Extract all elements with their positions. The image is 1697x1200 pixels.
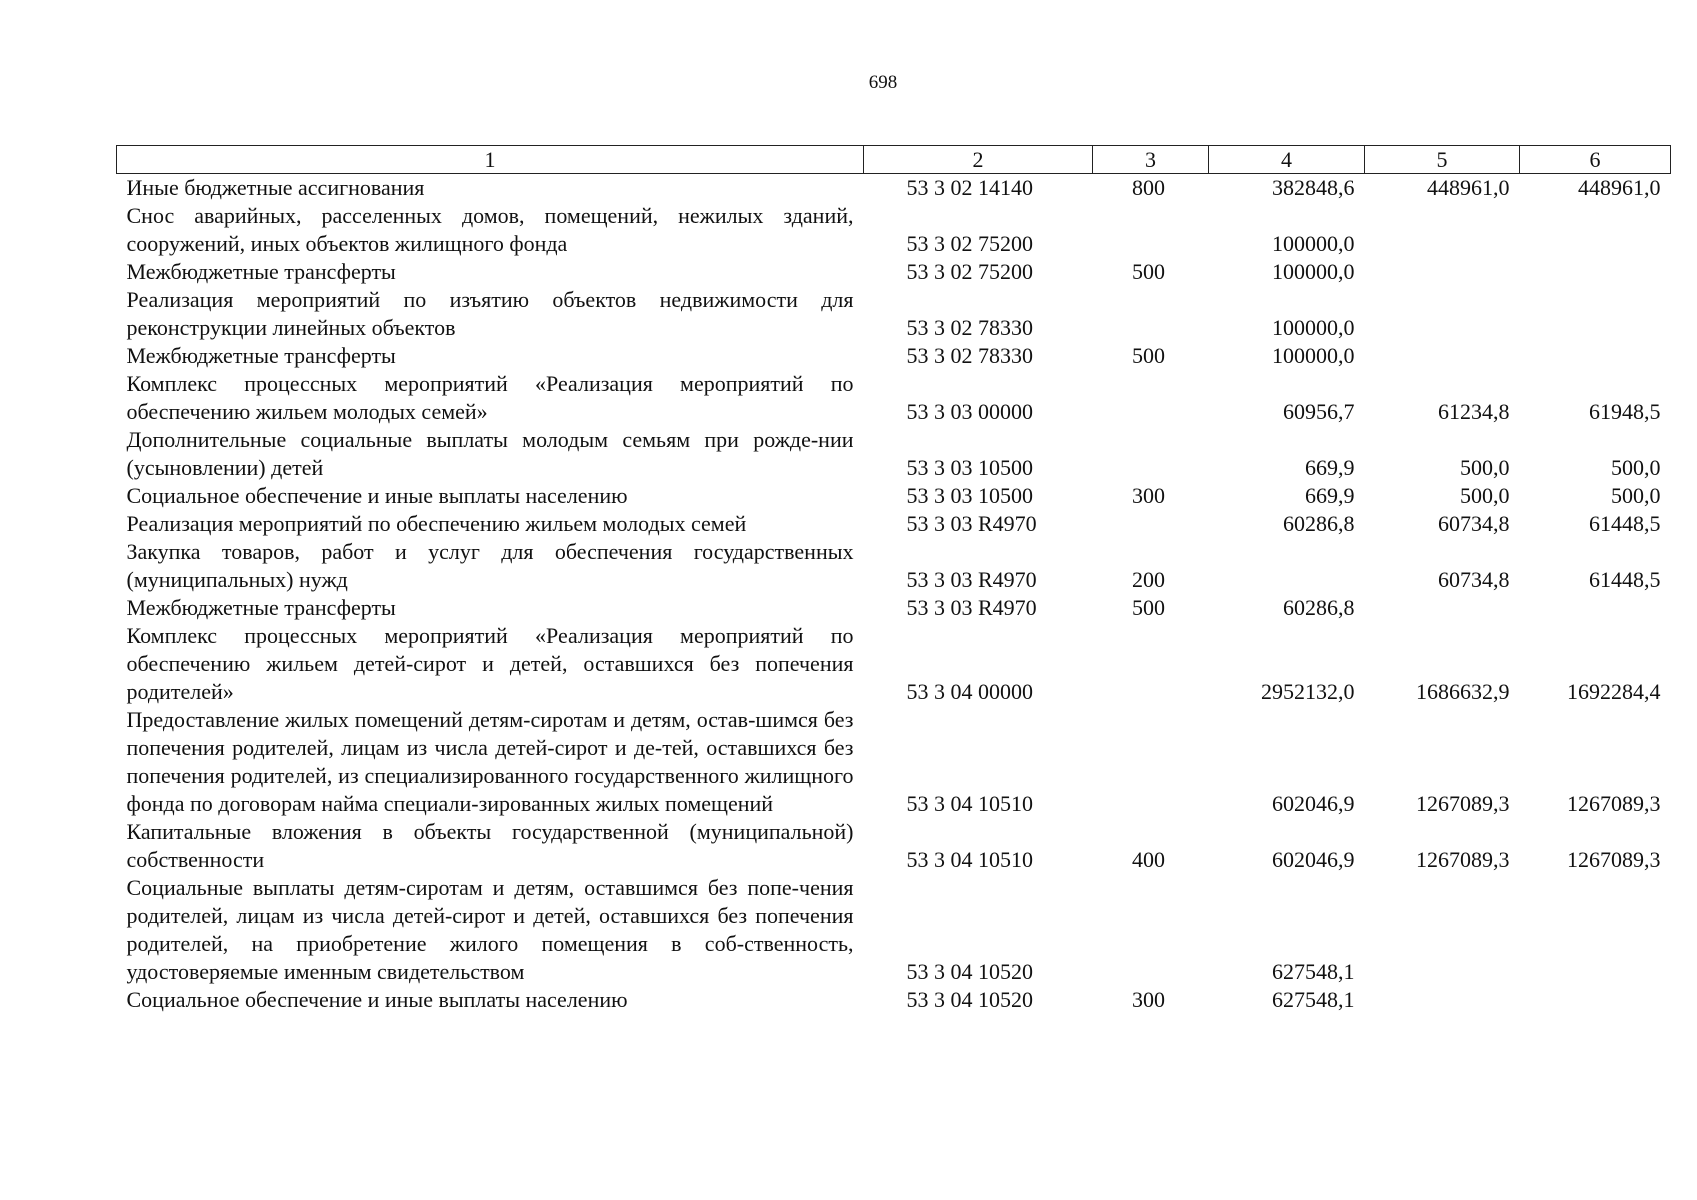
row-value-col4: 60286,8 [1283, 511, 1355, 536]
row-value-col6 [1520, 258, 1671, 286]
table-row [117, 818, 1671, 874]
row-code: 53 3 03 10500 [906, 455, 1033, 480]
row-expense-type: 300 [1132, 483, 1165, 508]
row-expense-type: 500 [1132, 595, 1165, 620]
row-value-col5: 1686632,9 [1416, 679, 1510, 704]
row-name: Реализация мероприятий по обеспечению жильем молодых семей [126, 511, 747, 536]
row-expense-type: 500 [1132, 343, 1165, 368]
row-value-col5: 61234,8 [1438, 399, 1510, 424]
row-code: 53 3 02 75200 [906, 231, 1033, 256]
column-header-5: 5 [1365, 146, 1520, 174]
table-row [117, 510, 1671, 538]
table-body [117, 174, 1671, 1015]
table-row [117, 342, 1671, 370]
row-expense-type [1093, 622, 1209, 706]
row-name: Иные бюджетные ассигнования [126, 175, 425, 200]
row-code: 53 3 03 R4970 [906, 567, 1037, 592]
table-row [117, 874, 1671, 986]
row-code: 53 3 03 10500 [906, 483, 1033, 508]
row-name: Снос аварийных, расселенных домов, помещений, нежилых зданий, сооружений, иных объектов жилищного фонда [126, 203, 854, 256]
column-header-6: 6 [1520, 146, 1671, 174]
row-code: 53 3 02 78330 [906, 315, 1033, 340]
row-code: 53 3 03 00000 [906, 399, 1033, 424]
row-value-col4 [1209, 538, 1365, 594]
row-value-col5 [1365, 594, 1520, 622]
row-value-col4: 100000,0 [1272, 259, 1355, 284]
table-row [117, 286, 1671, 342]
budget-table [116, 145, 1671, 1014]
row-value-col6 [1520, 202, 1671, 258]
row-value-col4: 2952132,0 [1261, 679, 1355, 704]
row-value-col5: 1267089,3 [1416, 791, 1510, 816]
row-code: 53 3 04 10510 [906, 791, 1033, 816]
row-name: Комплекс процессных мероприятий «Реализация мероприятий по обеспечению жильем молодых семей» [126, 371, 854, 424]
row-value-col6: 61948,5 [1589, 399, 1661, 424]
row-value-col4: 60956,7 [1283, 399, 1355, 424]
row-name: Межбюджетные трансферты [126, 595, 396, 620]
row-name: Капитальные вложения в объекты государственной (муниципальной) собственности [126, 819, 854, 872]
row-value-col6 [1520, 986, 1671, 1014]
row-code: 53 3 03 R4970 [906, 511, 1037, 536]
row-value-col4: 627548,1 [1272, 987, 1355, 1012]
row-expense-type [1093, 202, 1209, 258]
row-value-col6 [1520, 342, 1671, 370]
table-row [117, 174, 1671, 203]
row-value-col4: 669,9 [1305, 455, 1355, 480]
row-value-col4: 669,9 [1305, 483, 1355, 508]
row-code: 53 3 04 10520 [906, 987, 1033, 1012]
row-value-col6: 61448,5 [1589, 567, 1661, 592]
row-value-col6 [1520, 594, 1671, 622]
row-value-col4: 60286,8 [1283, 595, 1355, 620]
row-value-col6 [1520, 286, 1671, 342]
header-row [117, 146, 1671, 174]
column-header-4: 4 [1209, 146, 1365, 174]
row-name: Комплекс процессных мероприятий «Реализация мероприятий по обеспечению жильем детей-сирот и детей, оставшихся без попечения родителей» [126, 623, 854, 704]
row-value-col4: 602046,9 [1272, 847, 1355, 872]
row-value-col5: 500,0 [1460, 455, 1510, 480]
row-value-col5 [1365, 342, 1520, 370]
table-row [117, 258, 1671, 286]
row-expense-type: 400 [1132, 847, 1165, 872]
row-value-col4: 627548,1 [1272, 959, 1355, 984]
row-value-col4: 382848,6 [1272, 175, 1355, 200]
row-name: Межбюджетные трансферты [126, 343, 396, 368]
row-name: Социальное обеспечение и иные выплаты населению [126, 483, 628, 508]
row-code: 53 3 03 R4970 [906, 595, 1037, 620]
row-name: Социальные выплаты детям-сиротам и детям, оставшимся без попе-чения родителей, лицам из числа детей-сирот и детей, оставшихся без попечения родителей, на приобретение жилого помещения в соб-ственность, удостоверяемые именным свидетельством [126, 875, 854, 984]
row-value-col6: 448961,0 [1578, 175, 1661, 200]
row-value-col6: 61448,5 [1589, 511, 1661, 536]
row-value-col5: 60734,8 [1438, 567, 1510, 592]
table-row [117, 986, 1671, 1014]
row-expense-type [1093, 874, 1209, 986]
column-header-3: 3 [1093, 146, 1209, 174]
row-code: 53 3 04 10520 [906, 959, 1033, 984]
row-code: 53 3 04 00000 [906, 679, 1033, 704]
row-value-col5 [1365, 286, 1520, 342]
column-header-1: 1 [117, 146, 864, 174]
row-value-col4: 100000,0 [1272, 343, 1355, 368]
page-number: 698 [868, 72, 898, 93]
row-name: Дополнительные социальные выплаты молодым семьям при рожде-нии (усыновлении) детей [126, 427, 854, 480]
row-value-col5 [1365, 258, 1520, 286]
row-name: Закупка товаров, работ и услуг для обеспечения государственных (муниципальных) нужд [126, 539, 854, 592]
row-value-col4: 100000,0 [1272, 315, 1355, 340]
row-code: 53 3 02 78330 [906, 343, 1033, 368]
row-value-col5: 1267089,3 [1416, 847, 1510, 872]
row-value-col6: 1267089,3 [1567, 847, 1661, 872]
row-value-col6: 1267089,3 [1567, 791, 1661, 816]
row-expense-type [1093, 370, 1209, 426]
table-row [117, 594, 1671, 622]
table-row [117, 538, 1671, 594]
row-expense-type: 300 [1132, 987, 1165, 1012]
table-row [117, 426, 1671, 482]
column-header-2: 2 [864, 146, 1093, 174]
row-expense-type: 200 [1132, 567, 1165, 592]
row-name: Предоставление жилых помещений детям-сиротам и детям, остав-шимся без попечения родителей, лицам из числа детей-сирот и де-тей, оставшихся без попечения родителей, из специализированного государственного жилищного фонда по договорам найма специали-зированных жилых помещений [126, 707, 854, 816]
row-expense-type [1093, 286, 1209, 342]
row-value-col6 [1520, 874, 1671, 986]
row-name: Межбюджетные трансферты [126, 259, 396, 284]
row-value-col5 [1365, 986, 1520, 1014]
row-code: 53 3 04 10510 [906, 847, 1033, 872]
row-code: 53 3 02 75200 [906, 259, 1033, 284]
row-code: 53 3 02 14140 [906, 175, 1033, 200]
row-expense-type: 800 [1132, 175, 1165, 200]
table-header [117, 146, 1671, 174]
row-value-col5 [1365, 874, 1520, 986]
table-row [117, 622, 1671, 706]
row-value-col5 [1365, 202, 1520, 258]
row-value-col4: 100000,0 [1272, 231, 1355, 256]
row-name: Социальное обеспечение и иные выплаты населению [126, 987, 628, 1012]
row-value-col4: 602046,9 [1272, 791, 1355, 816]
table-row [117, 370, 1671, 426]
row-expense-type [1093, 510, 1209, 538]
row-expense-type [1093, 426, 1209, 482]
row-value-col6: 500,0 [1611, 455, 1661, 480]
table-row [117, 706, 1671, 818]
table-row [117, 202, 1671, 258]
table-row [117, 482, 1671, 510]
row-expense-type [1093, 706, 1209, 818]
row-value-col5: 500,0 [1460, 483, 1510, 508]
row-name: Реализация мероприятий по изъятию объектов недвижимости для реконструкции линейных объектов [126, 287, 854, 340]
row-value-col6: 500,0 [1611, 483, 1661, 508]
row-expense-type: 500 [1132, 259, 1165, 284]
row-value-col5: 448961,0 [1427, 175, 1510, 200]
row-value-col6: 1692284,4 [1567, 679, 1661, 704]
row-value-col5: 60734,8 [1438, 511, 1510, 536]
